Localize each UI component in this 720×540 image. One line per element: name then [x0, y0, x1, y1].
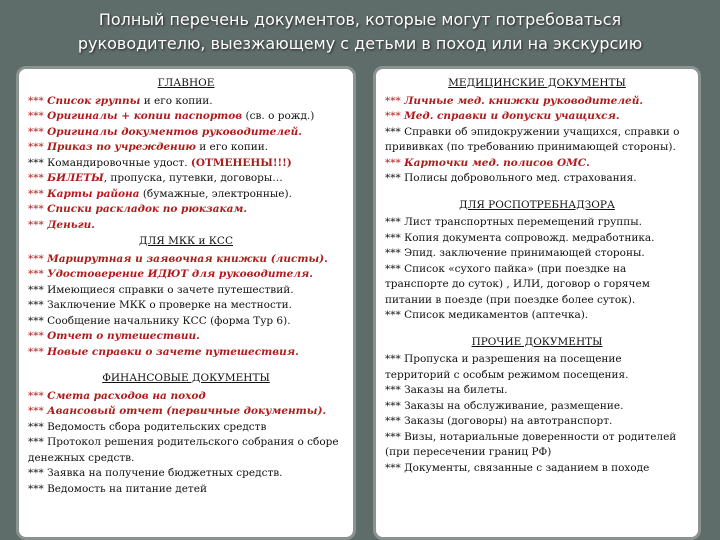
- item-text: и его копии.: [140, 94, 213, 107]
- item-text: Документы, связанные с заданием в походе: [404, 461, 650, 474]
- list-item: [28, 314, 344, 330]
- item-text: Эпид. заключение принимающей стороны.: [404, 247, 645, 259]
- list-item: [385, 308, 689, 324]
- medical-list: [385, 94, 689, 187]
- list-item: [385, 262, 689, 309]
- list-item: [28, 94, 344, 110]
- item-text: (бумажные, электронные).: [139, 187, 292, 200]
- slide-title: [0, 8, 720, 56]
- item-bullet: ***: [385, 430, 405, 443]
- item-bullet: ***: [28, 482, 48, 495]
- item-highlight: Отчет о путешествии.: [47, 330, 200, 342]
- item-text: Список медикаментов (аптечка).: [404, 309, 589, 321]
- item-highlight: БИЛЕТЫ: [47, 172, 104, 184]
- item-highlight: Новые справки о зачете путешествия.: [47, 345, 299, 358]
- finance-heading: ФИНАНСОВЫЕ ДОКУМЕНТЫ: [102, 372, 270, 384]
- item-highlight: Маршрутная и заявочная книжки (листы).: [47, 252, 328, 265]
- item-highlight: Смета расходов на поход: [47, 389, 206, 402]
- item-highlight: Списки раскладок по рюкзакам.: [47, 203, 248, 215]
- list-item: [385, 399, 689, 415]
- item-highlight: Удостоверение ИДЮТ для руководителя.: [47, 268, 313, 280]
- list-item: [385, 461, 689, 477]
- item-bullet: ***: [28, 172, 48, 184]
- item-highlight: Приказ по учреждению: [47, 141, 196, 153]
- list-item: [28, 404, 344, 420]
- item-note: (ОТМЕНЕНЫ!!!): [190, 156, 292, 169]
- item-highlight: Оригиналы + копии паспортов: [47, 110, 243, 122]
- item-bullet: ***: [385, 399, 405, 412]
- list-item: [28, 267, 344, 283]
- item-bullet: ***: [28, 389, 48, 402]
- item-highlight: Карты района: [47, 187, 140, 200]
- item-text: Заключение МКК о проверке на местности.: [47, 299, 292, 311]
- item-bullet: ***: [385, 353, 405, 365]
- item-bullet: ***: [28, 436, 48, 448]
- item-bullet: ***: [28, 110, 48, 122]
- item-bullet: ***: [28, 467, 48, 479]
- item-bullet: ***: [28, 156, 48, 169]
- item-text: Заявка на получение бюджетных средств.: [47, 467, 283, 479]
- item-text: Имеющиеся справки о зачете путешествий.: [47, 283, 294, 296]
- item-bullet: ***: [28, 252, 48, 265]
- item-text: , пропуска, путевки, договоры…: [103, 172, 283, 184]
- item-text: Копия документа сопровожд. медработника.: [404, 231, 655, 244]
- item-bullet: ***: [385, 461, 405, 474]
- right-panel: [373, 66, 701, 540]
- item-bullet: ***: [385, 125, 405, 138]
- item-bullet: ***: [385, 309, 405, 321]
- list-item: [385, 125, 689, 156]
- list-item: [28, 187, 344, 203]
- item-bullet: ***: [28, 330, 48, 342]
- item-text: Заказы на обслуживание, размещение.: [404, 399, 624, 412]
- left-panel: [16, 66, 356, 540]
- item-bullet: ***: [385, 262, 405, 275]
- other-heading: ПРОЧИЕ ДОКУМЕНТЫ: [471, 335, 603, 348]
- list-item: [28, 252, 344, 268]
- title-line-1: Полный перечень документов, которые могут потребоваться: [98, 10, 622, 29]
- item-bullet: ***: [28, 218, 48, 231]
- item-bullet: ***: [28, 268, 48, 280]
- item-bullet: ***: [385, 172, 405, 184]
- item-text: и его копии.: [195, 141, 269, 153]
- item-bullet: ***: [28, 405, 48, 417]
- list-item: [28, 435, 344, 466]
- item-highlight: Личные мед. книжки руководителей.: [404, 94, 643, 107]
- list-item: [385, 215, 689, 231]
- list-item: [28, 389, 344, 405]
- item-highlight: Мед. справки и допуски учащихся.: [404, 110, 620, 122]
- rospotrebnadzor-list: [385, 215, 689, 324]
- list-item: [385, 171, 689, 187]
- item-bullet: ***: [28, 94, 48, 107]
- list-item: [385, 231, 689, 247]
- item-text: Полисы добровольного мед. страхования.: [404, 172, 637, 184]
- item-text: Заказы (договоры) на автотранспорт.: [404, 415, 613, 427]
- item-text: Командировочные удост.: [47, 156, 191, 169]
- item-bullet: ***: [385, 231, 405, 244]
- medical-heading: МЕДИЦИНСКИЕ ДОКУМЕНТЫ: [448, 77, 626, 89]
- list-item: [28, 329, 344, 345]
- item-bullet: ***: [28, 420, 48, 433]
- item-bullet: ***: [385, 247, 405, 259]
- item-bullet: ***: [28, 203, 48, 215]
- item-text: Заказы на билеты.: [404, 384, 508, 396]
- list-item: [385, 352, 689, 383]
- item-bullet: ***: [385, 384, 405, 396]
- item-text: Пропуска и разрешения на посещение территорий с особым режимом посещения.: [385, 353, 629, 381]
- item-text: (св. о рожд.): [242, 110, 315, 122]
- item-highlight: Деньги.: [47, 218, 95, 231]
- item-text: Протокол решения родительского собрания о сборе денежных средств.: [28, 436, 339, 464]
- list-item: [28, 345, 344, 361]
- list-item: [385, 430, 689, 461]
- other-list: [385, 352, 689, 476]
- item-highlight: Список группы: [47, 94, 141, 107]
- mkk-list: [28, 252, 344, 361]
- mkk-heading: ДЛЯ МКК и КСС: [139, 235, 233, 247]
- list-item: [385, 94, 689, 110]
- rospotrebnadzor-heading: ДЛЯ РОСПОТРЕБНАДЗОРА: [459, 198, 615, 211]
- item-text: Визы, нотариальные доверенности от родителей (при пересечении границ РФ): [385, 430, 677, 458]
- item-bullet: ***: [385, 94, 405, 107]
- list-item: [28, 171, 344, 187]
- list-item: [28, 420, 344, 436]
- item-bullet: ***: [28, 141, 48, 153]
- list-item: [28, 298, 344, 314]
- list-item: [28, 156, 344, 172]
- item-bullet: ***: [28, 187, 48, 200]
- list-item: [385, 109, 689, 125]
- title-line-2: руководителю, выезжающему с детьми в поход или на экскурсию: [77, 34, 643, 53]
- list-item: [28, 125, 344, 141]
- finance-list: [28, 389, 344, 498]
- item-text: Сообщение начальнику КСС (форма Тур 6).: [47, 314, 291, 327]
- item-bullet: ***: [385, 156, 405, 169]
- list-item: [28, 109, 344, 125]
- item-highlight: Авансовый отчет (первичные документы).: [47, 405, 327, 417]
- item-text: Список «сухого пайка» (при поездке на транспорте до суток) , ИЛИ, договор о горячем питании в поезде (при поездке более суток).: [385, 262, 650, 306]
- list-item: [385, 414, 689, 430]
- list-item: [28, 218, 344, 234]
- main-list: [28, 94, 344, 234]
- list-item: [28, 202, 344, 218]
- item-bullet: ***: [385, 415, 405, 427]
- list-item: [28, 466, 344, 482]
- item-highlight: Карточки мед. полисов ОМС.: [404, 156, 590, 169]
- item-bullet: ***: [28, 345, 48, 358]
- list-item: [28, 140, 344, 156]
- item-highlight: Оригиналы документов руководителей.: [47, 125, 302, 138]
- list-item: [385, 383, 689, 399]
- item-bullet: ***: [28, 299, 48, 311]
- item-bullet: ***: [28, 283, 48, 296]
- item-bullet: ***: [385, 110, 405, 122]
- item-bullet: ***: [385, 216, 405, 228]
- list-item: [28, 482, 344, 498]
- item-text: Справки об эпидокружении учащихся, справки о прививках (по требованию принимающей стороны).: [385, 125, 680, 153]
- item-bullet: ***: [28, 314, 48, 327]
- item-text: Ведомость на питание детей: [47, 482, 207, 495]
- list-item: [385, 246, 689, 262]
- list-item: [28, 283, 344, 299]
- item-bullet: ***: [28, 125, 48, 138]
- item-text: Лист транспортных перемещений группы.: [404, 216, 642, 228]
- list-item: [385, 156, 689, 172]
- main-heading: ГЛАВНОЕ: [157, 77, 215, 89]
- item-text: Ведомость сбора родительских средств: [47, 420, 267, 433]
